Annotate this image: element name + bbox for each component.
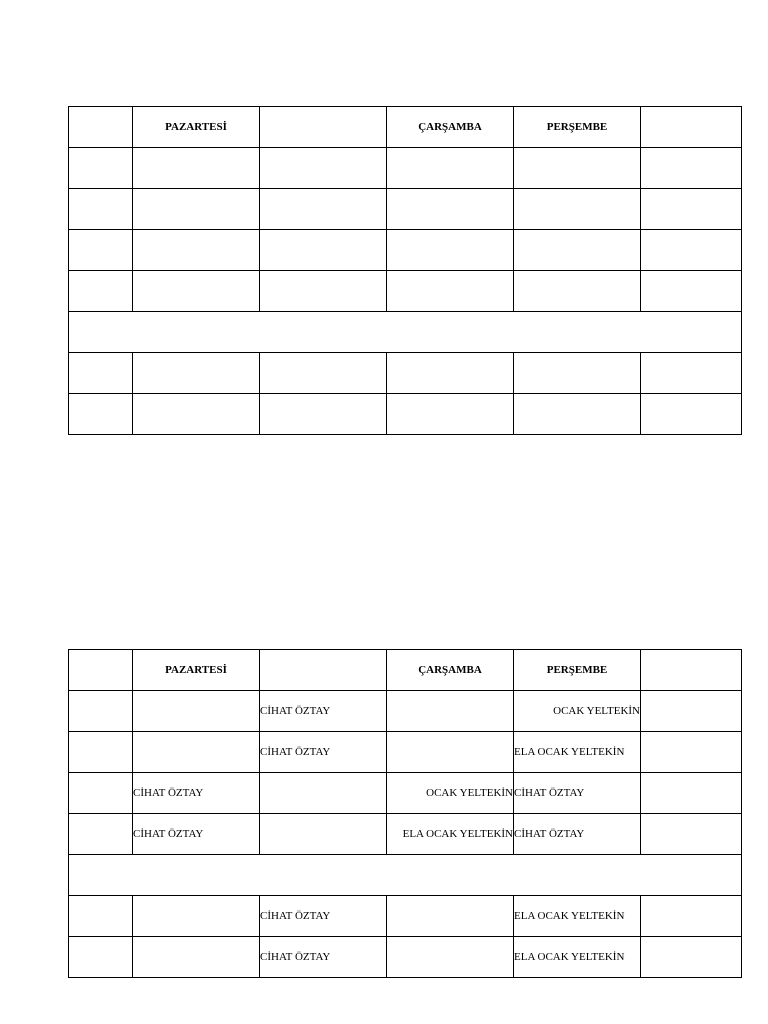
table-cell: CİHAT ÖZTAY (260, 691, 387, 732)
table-cell (514, 394, 641, 435)
header-cell-carsamba: ÇARŞAMBA (387, 107, 514, 148)
table-cell: OCAK YELTEKİN (387, 773, 514, 814)
table-cell (641, 896, 742, 937)
table-cell (260, 394, 387, 435)
table-cell (514, 230, 641, 271)
table-cell (387, 271, 514, 312)
table-header-row (69, 650, 742, 691)
table-cell (514, 271, 641, 312)
header-cell-carsamba: ÇARŞAMBA (387, 650, 514, 691)
table-cell (260, 353, 387, 394)
table-cell (387, 230, 514, 271)
table-cell: ELA OCAK YELTEKİN (514, 896, 641, 937)
header-cell (641, 650, 742, 691)
table-cell (69, 691, 133, 732)
table-cell (260, 230, 387, 271)
break-cell (69, 855, 742, 896)
header-cell-pazartesi: PAZARTESİ (133, 107, 260, 148)
table-cell (133, 691, 260, 732)
table-cell: ELA OCAK YELTEKİN (514, 732, 641, 773)
header-cell (69, 650, 133, 691)
header-cell-pazartesi: PAZARTESİ (133, 650, 260, 691)
table-row (69, 937, 742, 978)
table-cell (641, 394, 742, 435)
table-cell (387, 732, 514, 773)
table-cell (387, 189, 514, 230)
table-row (69, 814, 742, 855)
table-row (69, 896, 742, 937)
table-cell (69, 353, 133, 394)
break-cell (69, 312, 742, 353)
table-cell (133, 271, 260, 312)
header-cell (641, 107, 742, 148)
table-cell (133, 732, 260, 773)
table-cell: CİHAT ÖZTAY (260, 732, 387, 773)
table-row (69, 353, 742, 394)
header-cell (260, 107, 387, 148)
table-cell (641, 189, 742, 230)
header-cell-persembe: PERŞEMBE (514, 107, 641, 148)
table-cell (641, 773, 742, 814)
table-cell: ELA OCAK YELTEKİN (514, 937, 641, 978)
table-cell: CİHAT ÖZTAY (260, 937, 387, 978)
table-cell (69, 814, 133, 855)
break-row (69, 855, 742, 896)
table-cell: CİHAT ÖZTAY (133, 814, 260, 855)
table-cell (387, 353, 514, 394)
table-cell (641, 937, 742, 978)
table-row (69, 230, 742, 271)
table-cell (514, 148, 641, 189)
table-row (69, 691, 742, 732)
table-cell (260, 271, 387, 312)
table-cell: ELA OCAK YELTEKİN (387, 814, 514, 855)
table-cell (387, 896, 514, 937)
table-row (69, 732, 742, 773)
table-header-row (69, 107, 742, 148)
table-cell (133, 148, 260, 189)
table-cell (641, 814, 742, 855)
table-cell (387, 394, 514, 435)
table-cell (133, 896, 260, 937)
table-cell (69, 148, 133, 189)
table-cell (387, 691, 514, 732)
table-row (69, 394, 742, 435)
table-cell (260, 773, 387, 814)
table-cell (69, 230, 133, 271)
table-cell (69, 394, 133, 435)
table-cell (641, 148, 742, 189)
table-cell (387, 148, 514, 189)
table-cell (69, 732, 133, 773)
table-cell (260, 189, 387, 230)
table-cell: CİHAT ÖZTAY (514, 814, 641, 855)
table-cell (69, 937, 133, 978)
schedule-table-filled (68, 649, 742, 978)
table-cell: OCAK YELTEKİN (514, 691, 641, 732)
table-cell (69, 773, 133, 814)
break-row (69, 312, 742, 353)
table-cell (641, 230, 742, 271)
header-cell (260, 650, 387, 691)
table-row (69, 271, 742, 312)
table-cell (133, 937, 260, 978)
table-cell (133, 230, 260, 271)
table-cell (514, 189, 641, 230)
table-cell (260, 148, 387, 189)
table-cell (133, 353, 260, 394)
table-cell: CİHAT ÖZTAY (133, 773, 260, 814)
table-cell (69, 189, 133, 230)
table-cell: CİHAT ÖZTAY (514, 773, 641, 814)
table-cell (641, 353, 742, 394)
table-cell (387, 937, 514, 978)
table-cell (133, 189, 260, 230)
header-cell-persembe: PERŞEMBE (514, 650, 641, 691)
header-cell (69, 107, 133, 148)
table-cell (260, 814, 387, 855)
table-row (69, 773, 742, 814)
table-cell (641, 732, 742, 773)
table-cell (133, 394, 260, 435)
table-cell (69, 271, 133, 312)
schedule-table-empty (68, 106, 742, 435)
table-row (69, 148, 742, 189)
table-cell: CİHAT ÖZTAY (260, 896, 387, 937)
table-cell (514, 353, 641, 394)
table-cell (69, 896, 133, 937)
table-cell (641, 691, 742, 732)
table-cell (641, 271, 742, 312)
table-row (69, 189, 742, 230)
